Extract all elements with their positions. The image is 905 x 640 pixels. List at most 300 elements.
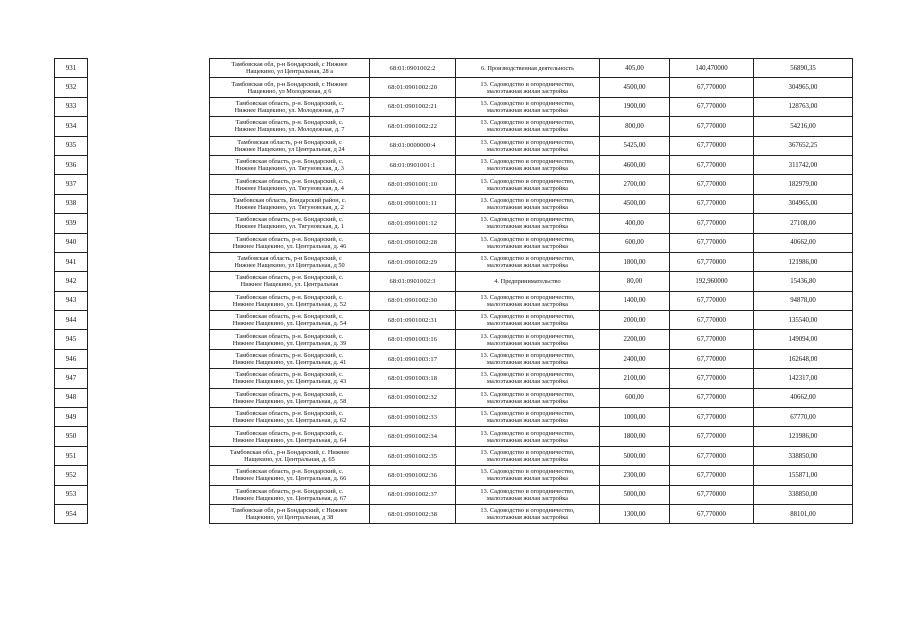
area-value: 400,00 [600,214,670,233]
address-line-2: Нижнее Нащекино, ул. Тягуновская, д. 1 [235,223,344,231]
cadastral-value: 182979,00 [754,175,853,194]
address-cell [210,78,370,97]
land-use-line-2: малоэтажная жилая застройка [487,262,568,270]
row-number: 935 [55,136,88,155]
table-row [55,59,853,78]
land-use-cell [456,194,600,213]
land-use-line-2: малоэтажная жилая застройка [487,184,568,192]
specific-value: 67,770000 [670,485,754,504]
table-row [55,291,853,310]
address-cell [210,194,370,213]
address-line-2: Нижнее Нащекино, ул. Тягуновская, д. 4 [235,184,344,192]
land-use-line-1: 13. Садоводство и огородничество, [480,119,575,127]
land-use-line-1: 13. Садоводство и огородничество, [480,255,575,263]
cadastral-value: 367652,25 [754,136,853,155]
area-value: 1300,00 [600,504,670,523]
area-value: 1800,00 [600,252,670,271]
address-cell [210,97,370,116]
blank-column [88,97,210,116]
land-use-line-2: малоэтажная жилая застройка [487,494,568,502]
land-use-cell [456,78,600,97]
area-value: 2000,00 [600,311,670,330]
address-line-2: Нижнее Нащекино, ул. Тягуновская, д. 3 [235,165,344,173]
cadastral-number: 68:01:0901002:36 [370,466,456,485]
blank-column [88,408,210,427]
address-cell [210,155,370,174]
land-use-line-2: малоэтажная жилая застройка [487,397,568,405]
address-line-2: Нащекино, ул. Центральная, д. 65 [244,456,335,463]
area-value: 600,00 [600,233,670,252]
land-use-line-1: 13. Садоводство и огородничество, [480,371,575,379]
specific-value: 67,770000 [670,233,754,252]
address-cell [210,485,370,504]
area-value: 2700,00 [600,175,670,194]
specific-value: 140,470000 [670,59,754,78]
address-cell [210,349,370,368]
row-number: 934 [55,117,88,136]
specific-value: 67,770000 [670,504,754,523]
land-use-line-2: малоэтажная жилая застройка [487,223,568,231]
table-row [55,408,853,427]
address-cell [210,504,370,523]
address-line-1: Тамбовская обл, р-н Бондарский, с Нижнее [231,507,348,515]
address-line-2: Нижнее Нащекино, ул. Центральная, д. 41 [232,359,347,367]
address-line-1: Тамбовская область, р-н. Бондарский, с. [235,99,344,107]
area-value: 5000,00 [600,446,670,465]
land-use-line-1: 13. Садоводство и огородничество, [480,99,575,107]
blank-column [88,252,210,271]
address-line-2: Нижнее Нащекино, ул. Центральная, д. 39 [232,339,347,347]
address-line-2: Нижнее Нащекино, ул. Центральная, д. 62 [232,417,347,425]
land-use-line-1: 13. Садоводство и огородничество, [480,80,575,88]
cadastral-value: 155871,00 [754,466,853,485]
row-number: 944 [55,311,88,330]
land-use-cell [456,175,600,194]
area-value: 1800,00 [600,427,670,446]
row-number: 947 [55,369,88,388]
cadastral-value: 304965,00 [754,194,853,213]
cadastral-value: 128763,00 [754,97,853,116]
address-line-2: Нижнее Нащекино, ул Центральная, д 24 [234,145,345,153]
address-cell [210,408,370,427]
land-use-line-2: малоэтажная жилая застройка [487,320,568,328]
cadastral-value: 56890,35 [754,59,853,78]
cadastral-number: 68:01:0901002:22 [370,117,456,136]
address-line-1: Тамбовская область, р-н. Бондарский, с. [235,410,344,418]
row-number: 950 [55,427,88,446]
cadastral-value: 67770,00 [754,408,853,427]
cadastral-value: 135540,00 [754,311,853,330]
table-row [55,155,853,174]
cadastral-number: 68:01:0901001:1 [370,155,456,174]
land-use-line-1: 13. Садоводство и огородничество, [480,487,575,495]
area-value: 5000,00 [600,485,670,504]
cadastral-value: 15436,80 [754,272,853,291]
specific-value: 67,770000 [670,155,754,174]
table-row [55,466,853,485]
table-row [55,349,853,368]
cadastral-number: 68:01:0901003:18 [370,369,456,388]
row-number: 938 [55,194,88,213]
land-use-cell [456,446,600,465]
blank-column [88,446,210,465]
land-use-cell [456,136,600,155]
address-line-1: Тамбовская область, р-н. Бондарский, с. [235,293,344,301]
land-use-line-2: малоэтажная жилая застройка [487,339,568,347]
row-number: 953 [55,485,88,504]
address-line-1: Тамбовская область, р-н. Бондарский, с. [235,313,344,321]
address-line-2: Нижнее Нащекино, ул. Тягуновская, д. 2 [235,203,344,211]
table-row [55,194,853,213]
land-use-line-1: 13. Садоводство и огородничество, [480,410,575,418]
address-line-2: Нижнее Нащекино, ул. Центральная, д. 54 [232,320,347,328]
land-use-cell [456,466,600,485]
land-use-line-1: 13. Садоводство и огородничество, [480,449,575,456]
row-number: 949 [55,408,88,427]
address-cell [210,214,370,233]
row-number: 948 [55,388,88,407]
specific-value: 67,770000 [670,97,754,116]
address-line-2: Нижнее Нащекино, ул. Центральная, д. 67 [232,494,347,502]
blank-column [88,59,210,78]
blank-column [88,194,210,213]
row-number: 945 [55,330,88,349]
land-use-line-1: 13. Садоводство и огородничество, [480,332,575,340]
land-use-line-1: 13. Садоводство и огородничество, [480,138,575,146]
blank-column [88,330,210,349]
land-use-line-1: 13. Садоводство и огородничество, [480,507,575,515]
table-row [55,97,853,116]
area-value: 800,00 [600,117,670,136]
area-value: 4600,00 [600,155,670,174]
document-page [54,58,852,524]
address-line-2: Нижнее Нащекино, ул. Центральная, д. 58 [232,397,347,405]
cadastral-number: 68:01:0901002:21 [370,97,456,116]
address-line-1: Тамбовская область, р-н. Бондарский, с. [235,332,344,340]
land-use-line-1: 6. Производственная деятельность [481,64,574,72]
specific-value: 67,770000 [670,78,754,97]
land-use-line-2: малоэтажная жилая застройка [487,126,568,134]
cadastral-number: 68:01:0901002:35 [370,446,456,465]
cadastral-number: 68:01:0901002:30 [370,291,456,310]
table-row [55,388,853,407]
address-line-2: Нижнее Нащекино, ул. Центральная [240,281,339,289]
cadastral-value: 311742,00 [754,155,853,174]
area-value: 4500,00 [600,78,670,97]
address-cell [210,388,370,407]
table-row [55,252,853,271]
row-number: 946 [55,349,88,368]
land-use-cell [456,388,600,407]
land-use-line-1: 13. Садоводство и огородничество, [480,390,575,398]
table-row [55,485,853,504]
row-number: 936 [55,155,88,174]
blank-column [88,388,210,407]
land-use-line-2: малоэтажная жилая застройка [487,475,568,483]
land-use-line-1: 13. Садоводство и огородничество, [480,352,575,360]
area-value: 80,00 [600,272,670,291]
area-value: 2400,00 [600,349,670,368]
address-line-2: Нижнее Нащекино, ул. Центральная, д. 64 [232,436,347,444]
address-cell [210,233,370,252]
address-line-1: Тамбовская область, р-н. Бондарский, с. [235,429,344,437]
address-line-2: Нащекино, ул Молодежная, д 6 [247,87,332,95]
row-number: 942 [55,272,88,291]
cadastral-number: 68:01:0901002:33 [370,408,456,427]
land-use-line-1: 13. Садоводство и огородничество, [480,313,575,321]
land-use-line-1: 13. Садоводство и огородничество, [480,196,575,204]
table-row [55,311,853,330]
address-line-1: Тамбовская область, р-н Бондарский, с [237,138,342,146]
address-line-1: Тамбовская область, Бондарский район, с. [232,196,347,204]
address-line-2: Нижнее Нащекино, ул. Центральная, д. 52 [232,300,347,308]
cadastral-value: 40662,00 [754,388,853,407]
specific-value: 67,770000 [670,136,754,155]
address-line-1: Тамбовская область, р-н. Бондарский, с. [235,216,344,224]
table-row [55,369,853,388]
cadastral-number: 68:01:0000000:4 [370,136,456,155]
land-use-line-2: малоэтажная жилая застройка [487,300,568,308]
blank-column [88,369,210,388]
blank-column [88,466,210,485]
land-use-cell [456,155,600,174]
land-use-cell [456,59,600,78]
specific-value: 67,770000 [670,175,754,194]
cadastral-number: 68:01:0901003:17 [370,349,456,368]
cadastral-number: 68:01:0901002:34 [370,427,456,446]
area-value: 2100,00 [600,369,670,388]
cadastral-value: 94878,00 [754,291,853,310]
address-line-1: Тамбовская обл., р-н Бондарский, с. Нижнее [229,449,350,456]
blank-column [88,291,210,310]
land-use-line-2: малоэтажная жилая застройка [487,106,568,114]
land-use-cell [456,97,600,116]
table-row [55,504,853,523]
specific-value: 67,770000 [670,330,754,349]
land-use-line-2: малоэтажная жилая застройка [487,145,568,153]
row-number: 954 [55,504,88,523]
address-cell [210,427,370,446]
cadastral-value: 142317,00 [754,369,853,388]
specific-value: 67,770000 [670,466,754,485]
cadastral-value: 121986,00 [754,427,853,446]
address-line-1: Тамбовская область, р-н. Бондарский, с. [235,468,344,476]
table-row [55,330,853,349]
cadastral-number: 68:01:0901002:2 [370,59,456,78]
address-line-2: Нижнее Нащекино, ул. Молодежная, д. 7 [234,126,345,134]
row-number: 931 [55,59,88,78]
blank-column [88,214,210,233]
address-line-1: Тамбовская область, р-н. Бондарский, с. [235,274,344,282]
land-use-cell [456,117,600,136]
land-use-line-1: 13. Садоводство и огородничество, [480,468,575,476]
address-line-1: Тамбовская область, р-н. Бондарский, с. [235,158,344,166]
cadastral-number: 68:01:0901003:16 [370,330,456,349]
cadastral-value: 40662,00 [754,233,853,252]
address-cell [210,330,370,349]
cadastral-value: 54216,00 [754,117,853,136]
blank-column [88,175,210,194]
land-use-line-1: 13. Садоводство и огородничество, [480,293,575,301]
cadastral-number: 68:01:0901001:12 [370,214,456,233]
specific-value: 67,770000 [670,369,754,388]
land-use-line-2: малоэтажная жилая застройка [487,359,568,367]
blank-column [88,311,210,330]
cadastral-value-table [54,58,853,524]
specific-value: 67,770000 [670,349,754,368]
address-cell [210,175,370,194]
cadastral-number: 68:01:0901002:3 [370,272,456,291]
address-line-1: Тамбовская область, р-н. Бондарский, с. [235,235,344,243]
address-cell [210,311,370,330]
specific-value: 67,770000 [670,388,754,407]
land-use-line-2: малоэтажная жилая застройка [487,203,568,211]
land-use-line-1: 13. Садоводство и огородничество, [480,235,575,243]
land-use-line-1: 13. Садоводство и огородничество, [480,216,575,224]
area-value: 405,00 [600,59,670,78]
address-line-1: Тамбовская область, р-н Бондарский, с [237,255,342,263]
address-cell [210,446,370,465]
address-line-2: Нижнее Нащекино, ул. Молодежная, д. 7 [234,106,345,114]
blank-column [88,155,210,174]
land-use-cell [456,233,600,252]
cadastral-value: 149094,00 [754,330,853,349]
table-row [55,117,853,136]
area-value: 2300,00 [600,466,670,485]
address-line-2: Нижнее Нащекино, ул Центральная, д 50 [234,262,345,270]
cadastral-value: 304965,00 [754,78,853,97]
land-use-cell [456,427,600,446]
table-row [55,78,853,97]
area-value: 1900,00 [600,97,670,116]
specific-value: 67,770000 [670,291,754,310]
address-cell [210,291,370,310]
blank-column [88,349,210,368]
specific-value: 67,770000 [670,427,754,446]
address-line-1: Тамбовская область, р-н. Бондарский, с. [235,390,344,398]
cadastral-number: 68:01:0901002:32 [370,388,456,407]
blank-column [88,427,210,446]
land-use-line-2: малоэтажная жилая застройка [487,242,568,250]
blank-column [88,272,210,291]
address-cell [210,117,370,136]
cadastral-value: 338850,00 [754,446,853,465]
cadastral-number: 68:01:0901002:28 [370,233,456,252]
land-use-cell [456,291,600,310]
cadastral-number: 68:01:0901001:11 [370,194,456,213]
cadastral-number: 68:01:0901002:20 [370,78,456,97]
cadastral-value: 88101,00 [754,504,853,523]
address-line-2: Нащекино, ул Центральная, д 38 [245,514,334,522]
cadastral-number: 68:01:0901002:38 [370,504,456,523]
table-row [55,136,853,155]
table-row [55,175,853,194]
land-use-cell [456,349,600,368]
land-use-line-2: малоэтажная жилая застройка [487,378,568,386]
address-line-1: Тамбовская область, р-н. Бондарский, с. [235,487,344,495]
row-number: 943 [55,291,88,310]
specific-value: 67,770000 [670,214,754,233]
row-number: 941 [55,252,88,271]
land-use-cell [456,408,600,427]
table-row [55,446,853,465]
cadastral-number: 68:01:0901002:31 [370,311,456,330]
specific-value: 192,960000 [670,272,754,291]
cadastral-value: 338850,00 [754,485,853,504]
specific-value: 67,770000 [670,408,754,427]
row-number: 933 [55,97,88,116]
land-use-line-1: 13. Садоводство и огородничество, [480,429,575,437]
area-value: 600,00 [600,388,670,407]
land-use-line-2: малоэтажная жилая застройка [487,514,568,522]
area-value: 1000,00 [600,408,670,427]
address-line-1: Тамбовская обл, р-н Бондарский, с Нижнее [231,61,348,69]
specific-value: 67,770000 [670,311,754,330]
row-number: 951 [55,446,88,465]
blank-column [88,233,210,252]
row-number: 932 [55,78,88,97]
cadastral-value: 162648,00 [754,349,853,368]
area-value: 4500,00 [600,194,670,213]
land-use-line-1: 13. Садоводство и огородничество, [480,177,575,185]
row-number: 939 [55,214,88,233]
cadastral-number: 68:01:0901002:37 [370,485,456,504]
address-line-1: Тамбовская область, р-н. Бондарский, с. [235,119,344,127]
address-line-1: Тамбовская обл, р-н Бондарский, с Нижнее [231,80,348,88]
cadastral-value: 27108,00 [754,214,853,233]
address-line-1: Тамбовская область, р-н. Бондарский, с. [235,371,344,379]
area-value: 2200,00 [600,330,670,349]
land-use-cell [456,272,600,291]
address-line-1: Тамбовская область, р-н. Бондарский, с. [235,352,344,360]
address-cell [210,136,370,155]
land-use-cell [456,214,600,233]
area-value: 1400,00 [600,291,670,310]
land-use-cell [456,485,600,504]
address-cell [210,59,370,78]
blank-column [88,78,210,97]
land-use-cell [456,504,600,523]
area-value: 5425,00 [600,136,670,155]
row-number: 940 [55,233,88,252]
table-row [55,214,853,233]
specific-value: 67,770000 [670,194,754,213]
land-use-line-1: 4. Предпринимательство [494,277,561,285]
blank-column [88,485,210,504]
land-use-cell [456,311,600,330]
specific-value: 67,770000 [670,117,754,136]
address-cell [210,272,370,291]
address-line-2: Нижнее Нащекино, ул. Центральная, д. 46 [232,242,347,250]
row-number: 952 [55,466,88,485]
address-cell [210,466,370,485]
address-line-1: Тамбовская область, р-н. Бондарский, с. [235,177,344,185]
row-number: 937 [55,175,88,194]
address-line-2: Нижнее Нащекино, ул. Центральная, д. 43 [232,378,347,386]
specific-value: 67,770000 [670,446,754,465]
land-use-line-1: 13. Садоводство и огородничество, [480,158,575,166]
land-use-line-2: малоэтажная жилая застройка [487,87,568,95]
table-body [55,59,853,524]
land-use-line-2: малоэтажная жилая застройка [487,165,568,173]
address-cell [210,252,370,271]
cadastral-value: 121986,00 [754,252,853,271]
table-row [55,233,853,252]
blank-column [88,117,210,136]
table-row [55,427,853,446]
land-use-line-2: малоэтажная жилая застройка [487,456,568,463]
address-cell [210,369,370,388]
